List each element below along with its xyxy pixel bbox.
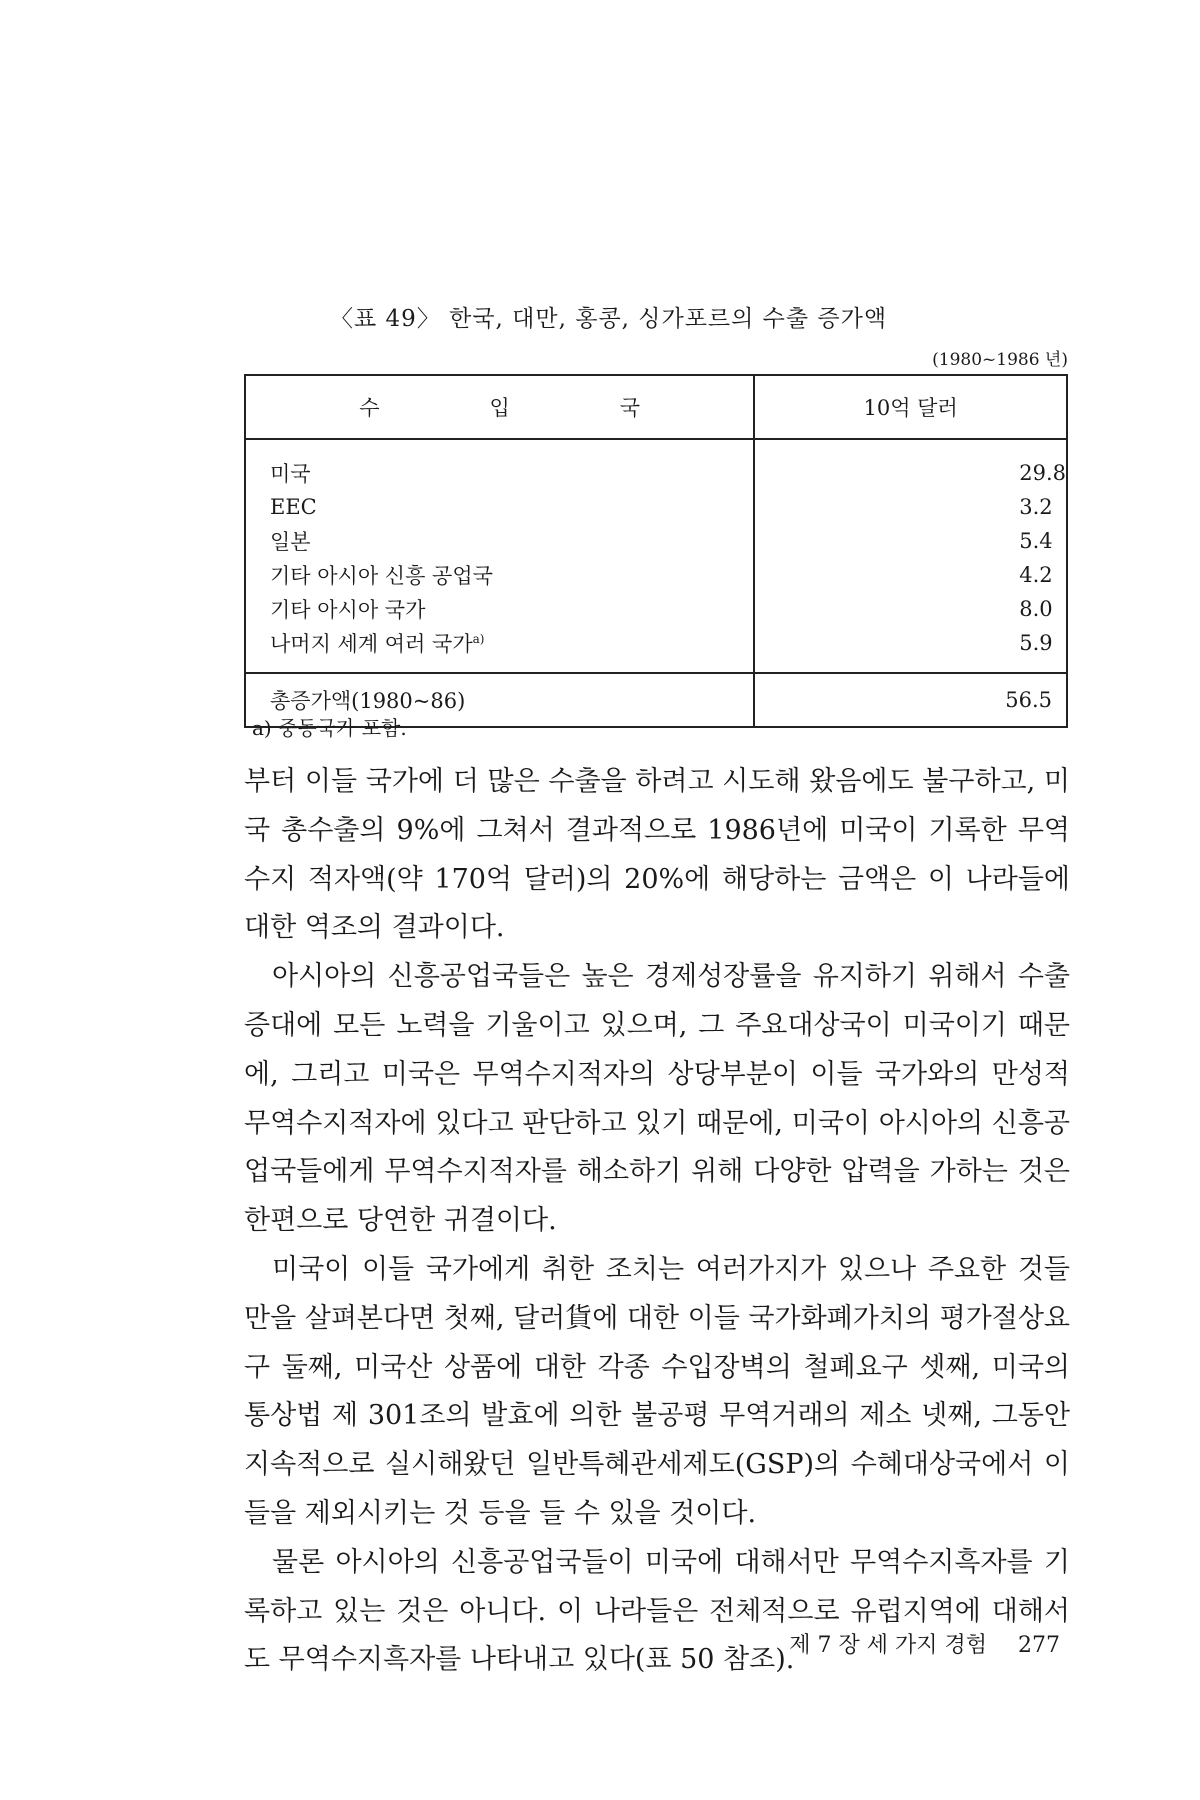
page-footer [789,1628,1060,1659]
paragraph: 물론 아시아의 신흥공업국들이 미국에 대해서만 무역수지흑자를 기록하고 있는 것은 아니다. 이 나라들은 전체적으로 유럽지역에 대해서도 무역수지흑자를 나타내고 있다(표 50 참조). [244,1546,1070,1676]
paragraph: 미국이 이들 국가에게 취한 조치는 여러가지가 있으나 주요한 것들만을 살펴본다면 첫째, 달러貨에 대한 이들 국가화폐가치의 평가절상요구 둘째, 미국산 상품에 대한 각종 수입장벽의 철폐요구 셋째, 미국의 통상법 제 301조의 발효에 의한 불공평 무역거래의 제소 넷째, 그동안 지속적으로 실시해왔던 일반특혜관세제도(GSP)의 수혜대상국에서 이들을 제외시키는 것 등을 들 수 있을 것이다. [244,1253,1070,1529]
page-number: 277 [1018,1633,1060,1658]
header-country: 수입국 [245,375,754,439]
table-row [245,626,1067,673]
row-country: EEC [245,490,754,524]
table-header-row [245,375,1067,439]
table-period: (1980~1986 년) [932,350,1068,370]
table-row [245,524,1067,558]
table-caption: 〈표 49〉 한국, 대만, 홍콩, 싱가포르의 수출 증가액 [330,306,888,332]
body-text [244,758,1070,1685]
total-value: 56.5 [754,673,1067,727]
paragraph: 부터 이들 국가에 더 많은 수출을 하려고 시도해 왔음에도 불구하고, 미국 총수출의 9%에 그쳐서 결과적으로 1986년에 미국이 기록한 무역수지 적자액(약 170억 달러)의 20%에 해당하는 금액은 이 나라들에 대한 역조의 결과이다. [244,766,1070,944]
table-row [245,490,1067,524]
table-row [245,592,1067,626]
row-country: 나머지 세계 여러 국가$^{a)}$ [245,626,754,673]
table-footnote: a) 중동국가 포함. [252,716,407,740]
row-value: 8.0 [754,592,1067,626]
footnote-mark: a) [472,632,485,646]
row-country: 기타 아시아 신흥 공업국 [245,558,754,592]
paragraph: 아시아의 신흥공업국들은 높은 경제성장률을 유지하기 위해서 수출증대에 모든 노력을 기울이고 있으며, 그 주요대상국이 미국이기 때문에, 그리고 미국은 무역수지적자의 상당부분이 이들 국가와의 만성적 무역수지적자에 있다고 판단하고 있기 때문에, 미국이 아시아의 신흥공업국들에게 무역수지적자를 해소하기 위해 다양한 압력을 가하는 것은 한편으로 당연한 귀결이다. [244,961,1070,1237]
row-country: 기타 아시아 국가 [245,592,754,626]
row-value: 5.9 [754,626,1067,673]
total-label: 총증가액(1980~86) [245,673,754,727]
table-row [245,439,1067,490]
row-country: 미국 [245,439,754,490]
header-value: 10억 달러 [754,375,1067,439]
row-value: 4.2 [754,558,1067,592]
row-value: 29.8 [754,439,1067,490]
row-value: 3.2 [754,490,1067,524]
table-row [245,558,1067,592]
row-value: 5.4 [754,524,1067,558]
chapter-title: 제 7 장 세 가지 경험 [789,1633,987,1658]
export-increase-table [244,374,1068,728]
row-country: 일본 [245,524,754,558]
